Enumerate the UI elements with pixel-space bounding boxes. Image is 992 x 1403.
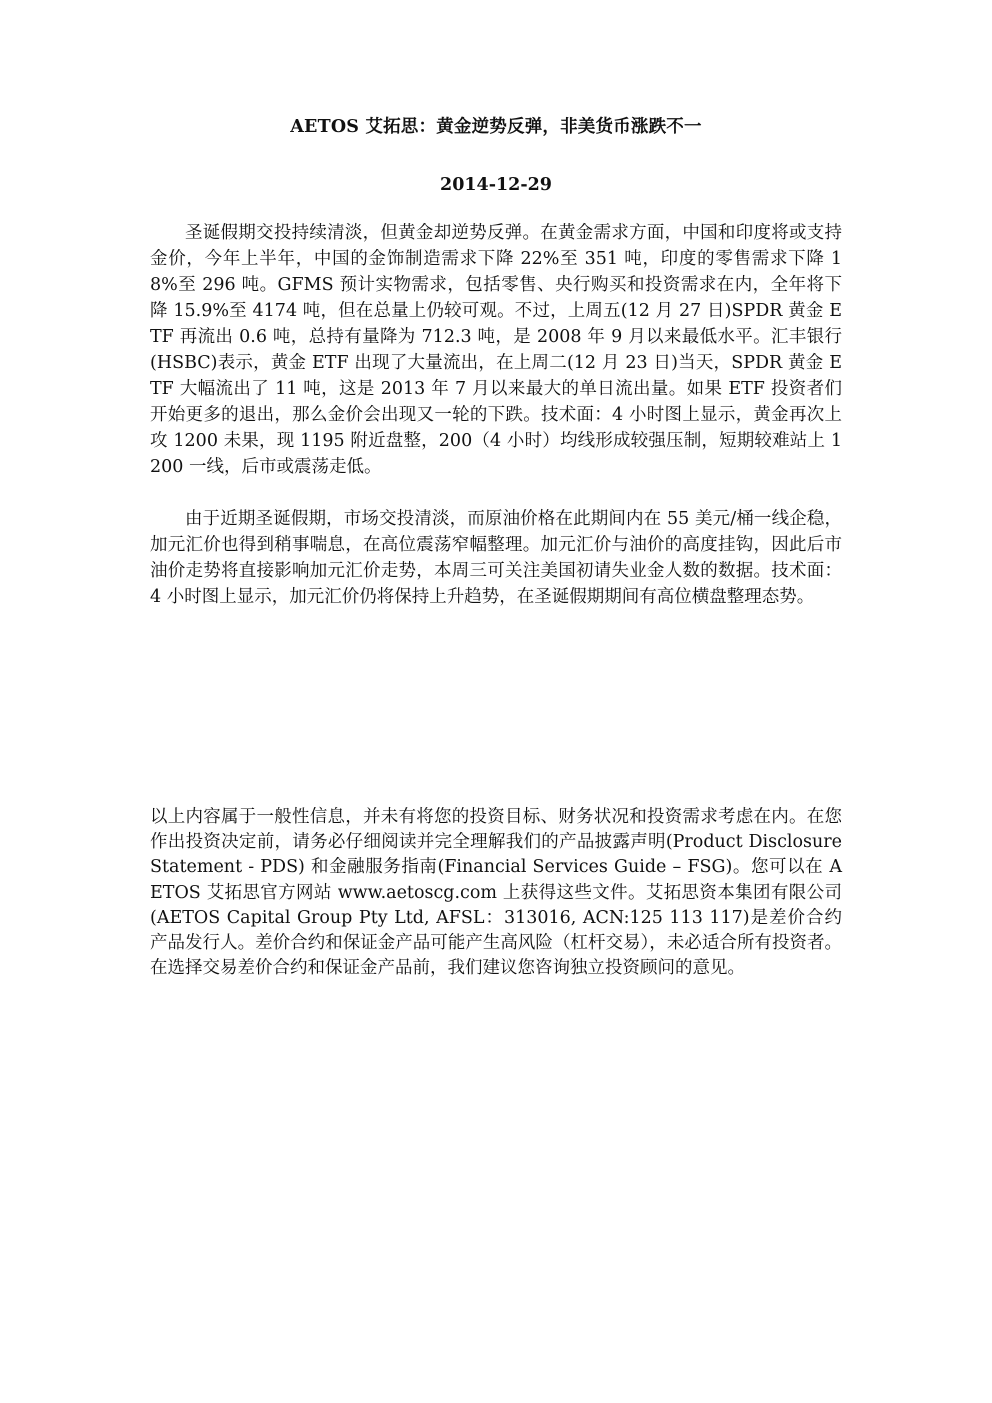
paragraph-cad: 由于近期圣诞假期，市场交投清淡，而原油价格在此期间内在 55 美元/桶一线企稳，加元汇价也得到稍事喘息，在高位震荡窄幅整理。加元汇价与油价的高度挂钩，因此后市油价走势将直接影响加元汇价走势，本周三可关注美国初请失业金人数的数据。技术面：4 小时图上显示，加元汇价仍将保持上升趋势，在圣诞假期期间有高位横盘整理态势。 [150,509,842,607]
paragraph-gold: 圣诞假期交投持续清淡，但黄金却逆势反弹。在黄金需求方面，中国和印度将或支持金价，今年上半年，中国的金饰制造需求下降 22%至 351 吨，印度的零售需求下降 18%至 296 吨。GFMS 预计实物需求，包括零售、央行购买和投资需求在内，全年将下降 15.9%至 4174 吨，但在总量上仍较可观。不过，上周五(12 月 27 日)SPDR 黄金 ETF 再流出 0.6 吨，总持有量降为 712.3 吨，是 2008 年 9 月以来最低水平。汇丰银行(HSBC)表示，黄金 ETF 出现了大量流出，在上周二(12 月 23 日)当天，SPDR 黄金 ETF 大幅流出了 11 吨，这是 2013 年 7 月以来最大的单日流出量。如果 ETF 投资者们开始更多的退出，那么金价会出现又一轮的下跌。技术面：4 小时图上显示，黄金再次上攻 1200 未果，现 1195 附近盘整，200（4 小时）均线形成较强压制，短期较难站上 1200 一线，后市或震荡走低。 [150,223,842,477]
article-date: 2014-12-29 [440,175,552,195]
article-body [150,112,842,610]
disclaimer-text: 以上内容属于一般性信息，并未有将您的投资目标、财务状况和投资需求考虑在内。在您作出投资决定前，请务必仔细阅读并完全理解我们的产品披露声明(Product Disclosure Statement - PDS) 和金融服务指南(Financial Services Guide – FSG)。您可以在 AETOS 艾拓思官方网站 www.aetoscg.com 上获得这些文件。艾拓思资本集团有限公司(AETOS Capital Group Pty Ltd, AFSL：313016, ACN:125 113 117)是差价合约产品发行人。差价合约和保证金产品可能产生高风险（杠杆交易），未必适合所有投资者。在选择交易差价合约和保证金产品前，我们建议您咨询独立投资顾问的意见。 [150,807,842,979]
article-title: AETOS 艾拓思：黄金逆势反弹，非美货币涨跌不一 [290,117,702,137]
